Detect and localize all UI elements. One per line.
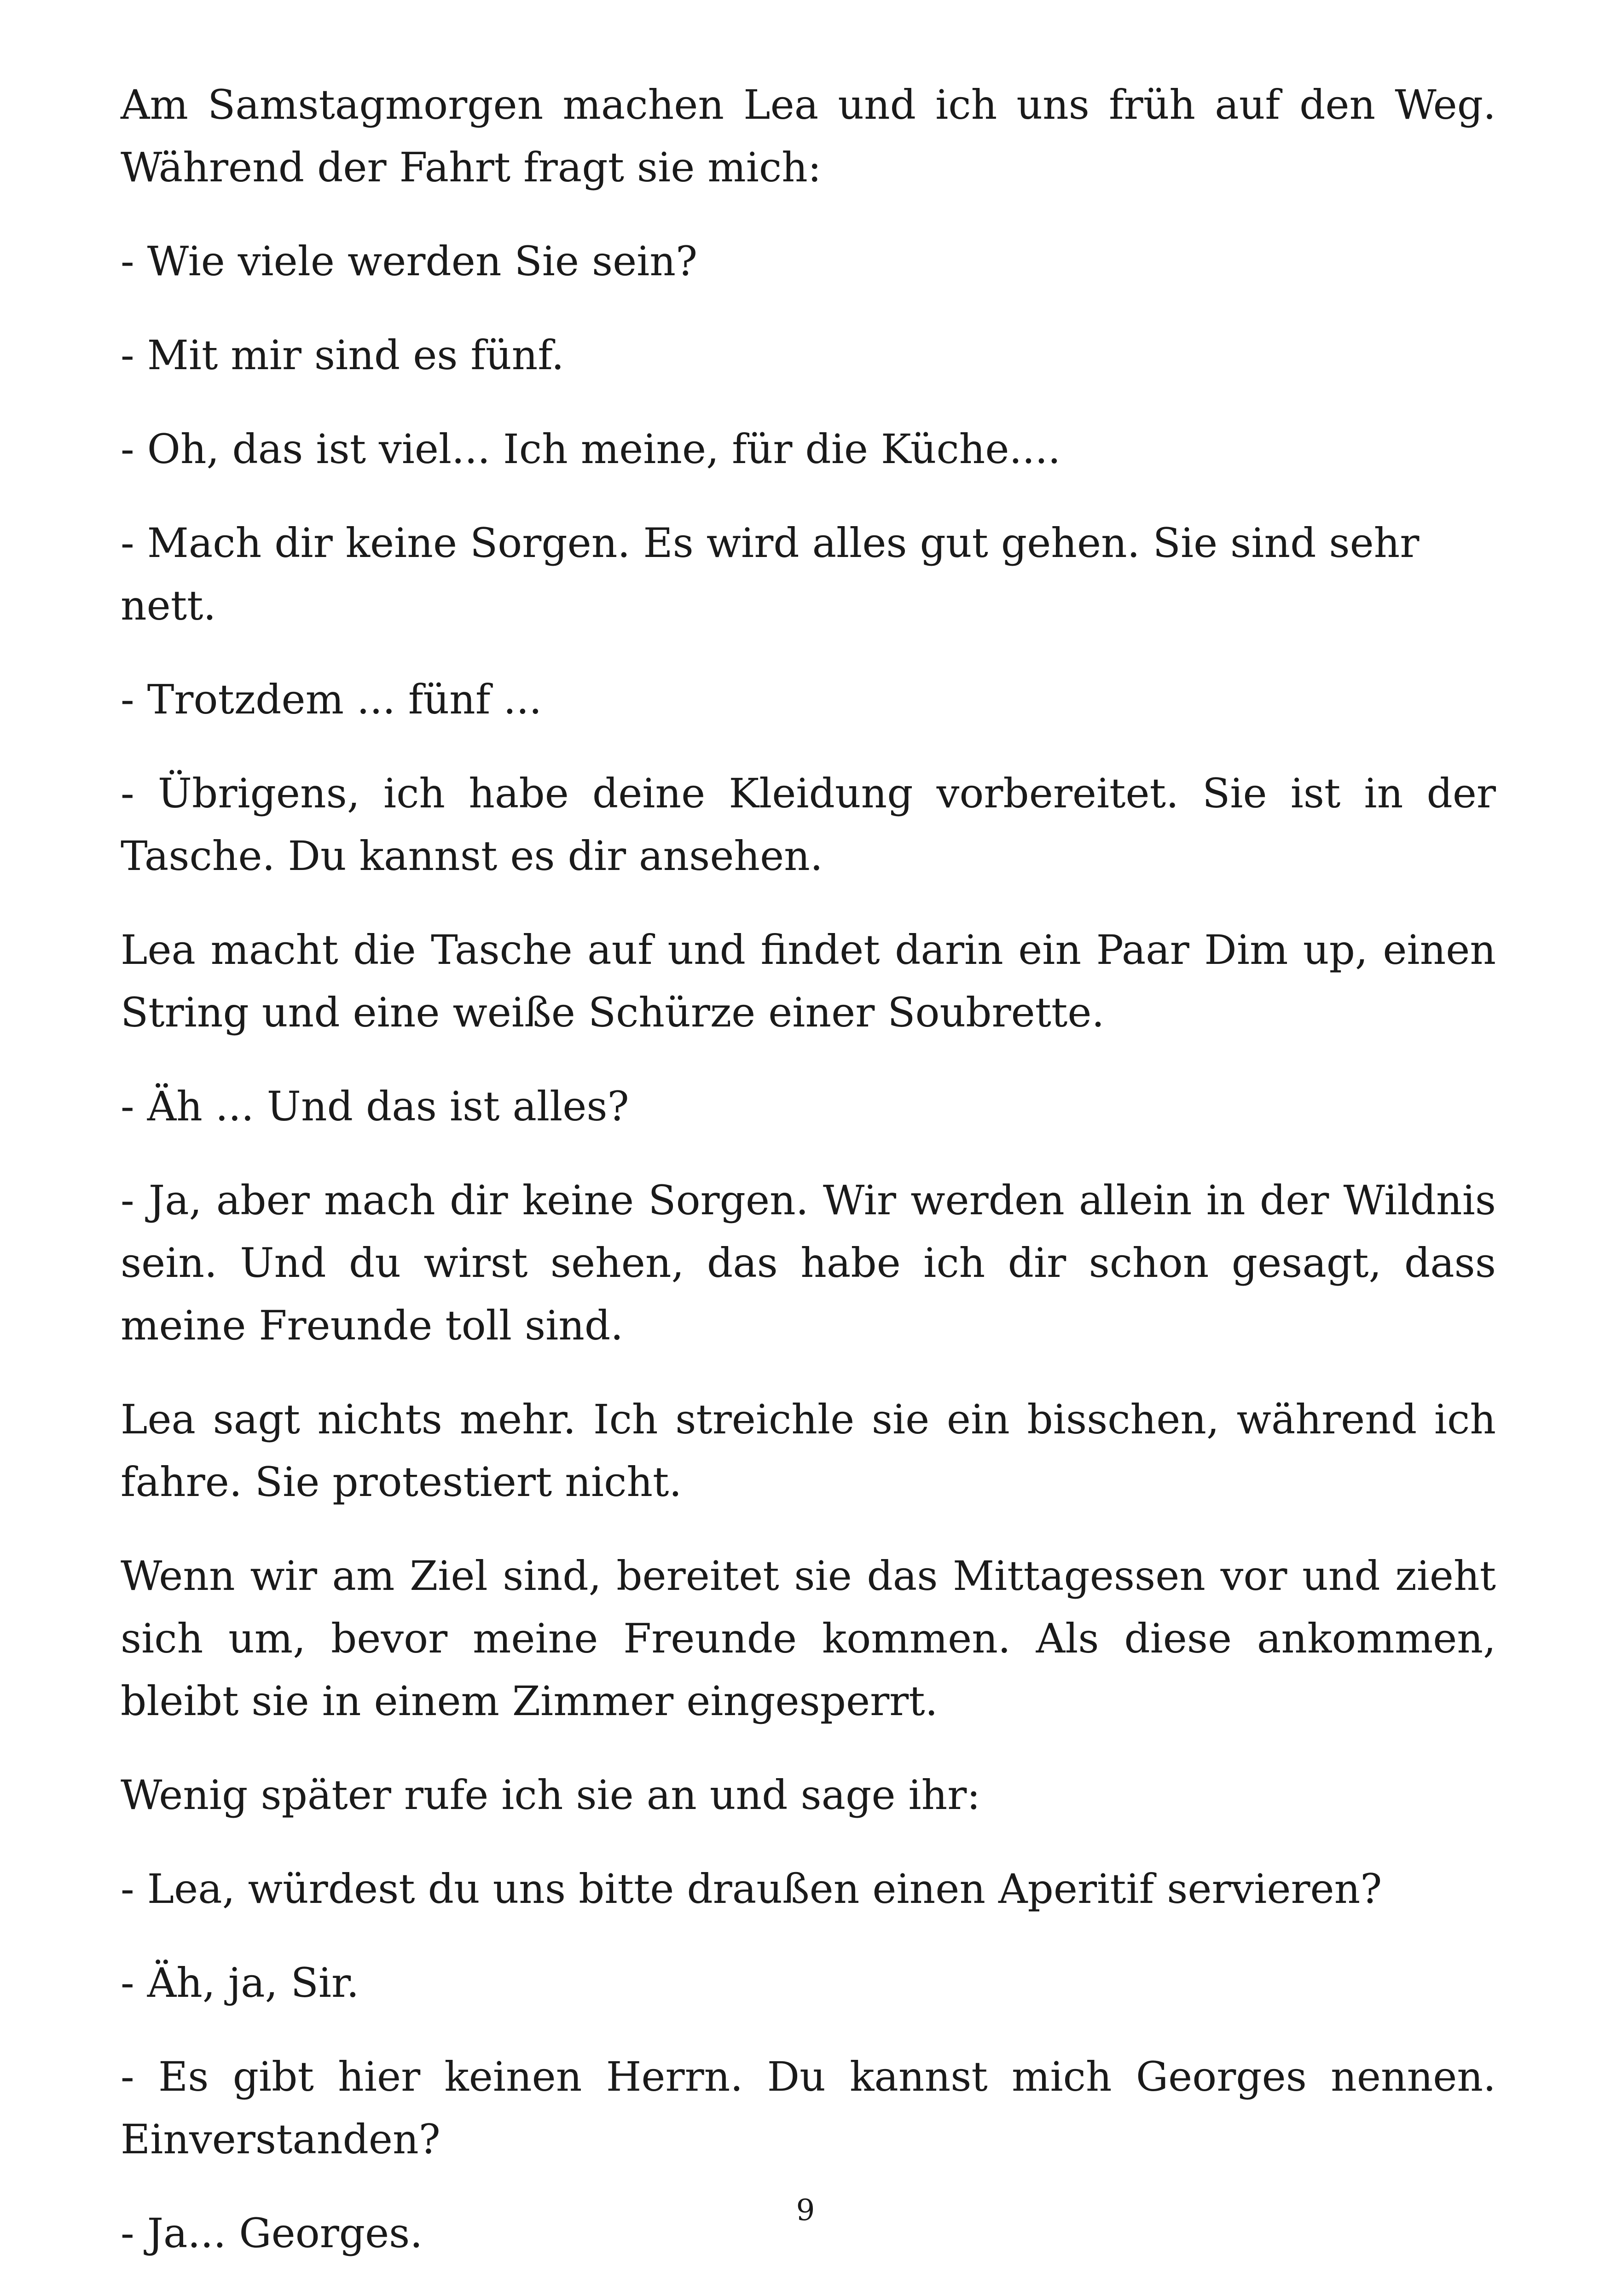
dialogue-line: - Trotzdem ... fünf ... <box>121 676 542 723</box>
paragraph: Am Samstagmorgen machen Lea und ich uns früh auf den Weg. Während der Fahrt fragt sie mich: <box>121 81 1496 191</box>
paragraph: Lea macht die Tasche auf und findet darin ein Paar Dim up, einen String und eine weiße Schürze einer Soubrette. <box>121 926 1496 1036</box>
dialogue-line: - Lea, würdest du uns bitte draußen einen Aperitif servieren? <box>121 1865 1382 1913</box>
dialogue-line: - Ja... Georges. <box>121 2209 423 2257</box>
dialogue-line: - Mach dir keine Sorgen. Es wird alles gut gehen. Sie sind sehr nett. <box>121 519 1420 629</box>
page-number: 9 <box>796 2193 815 2227</box>
body-text <box>121 74 1496 2296</box>
dialogue-line: - Wie viele werden Sie sein? <box>121 238 698 285</box>
dialogue-line: - Äh, ja, Sir. <box>121 1959 359 2006</box>
dialogue-line: - Oh, das ist viel... Ich meine, für die Küche.... <box>121 425 1061 473</box>
dialogue-line: - Äh ... Und das ist alles? <box>121 1083 629 1130</box>
dialogue-line: - Übrigens, ich habe deine Kleidung vorbereitet. Sie ist in der Tasche. Du kannst es dir ansehen. <box>121 770 1496 880</box>
dialogue-line: - Mit mir sind es fünf. <box>121 331 564 379</box>
paragraph: Wenig später rufe ich sie an und sage ihr: <box>121 1771 981 1819</box>
paragraph: Lea sagt nichts mehr. Ich streichle sie ein bisschen, während ich fahre. Sie protestiert nicht. <box>121 1396 1496 1506</box>
paragraph: Wenn wir am Ziel sind, bereitet sie das Mittagessen vor und zieht sich um, bevor meine Freunde kommen. Als diese ankommen, bleibt sie in einem Zimmer eingesperrt. <box>121 1552 1496 1725</box>
dialogue-line: - Es gibt hier keinen Herrn. Du kannst mich Georges nennen. Einverstanden? <box>121 2053 1496 2163</box>
dialogue-line: - Ja, aber mach dir keine Sorgen. Wir werden allein in der Wildnis sein. Und du wirst sehen, das habe ich dir schon gesagt, dass meine Freunde toll sind. <box>121 1177 1496 1349</box>
